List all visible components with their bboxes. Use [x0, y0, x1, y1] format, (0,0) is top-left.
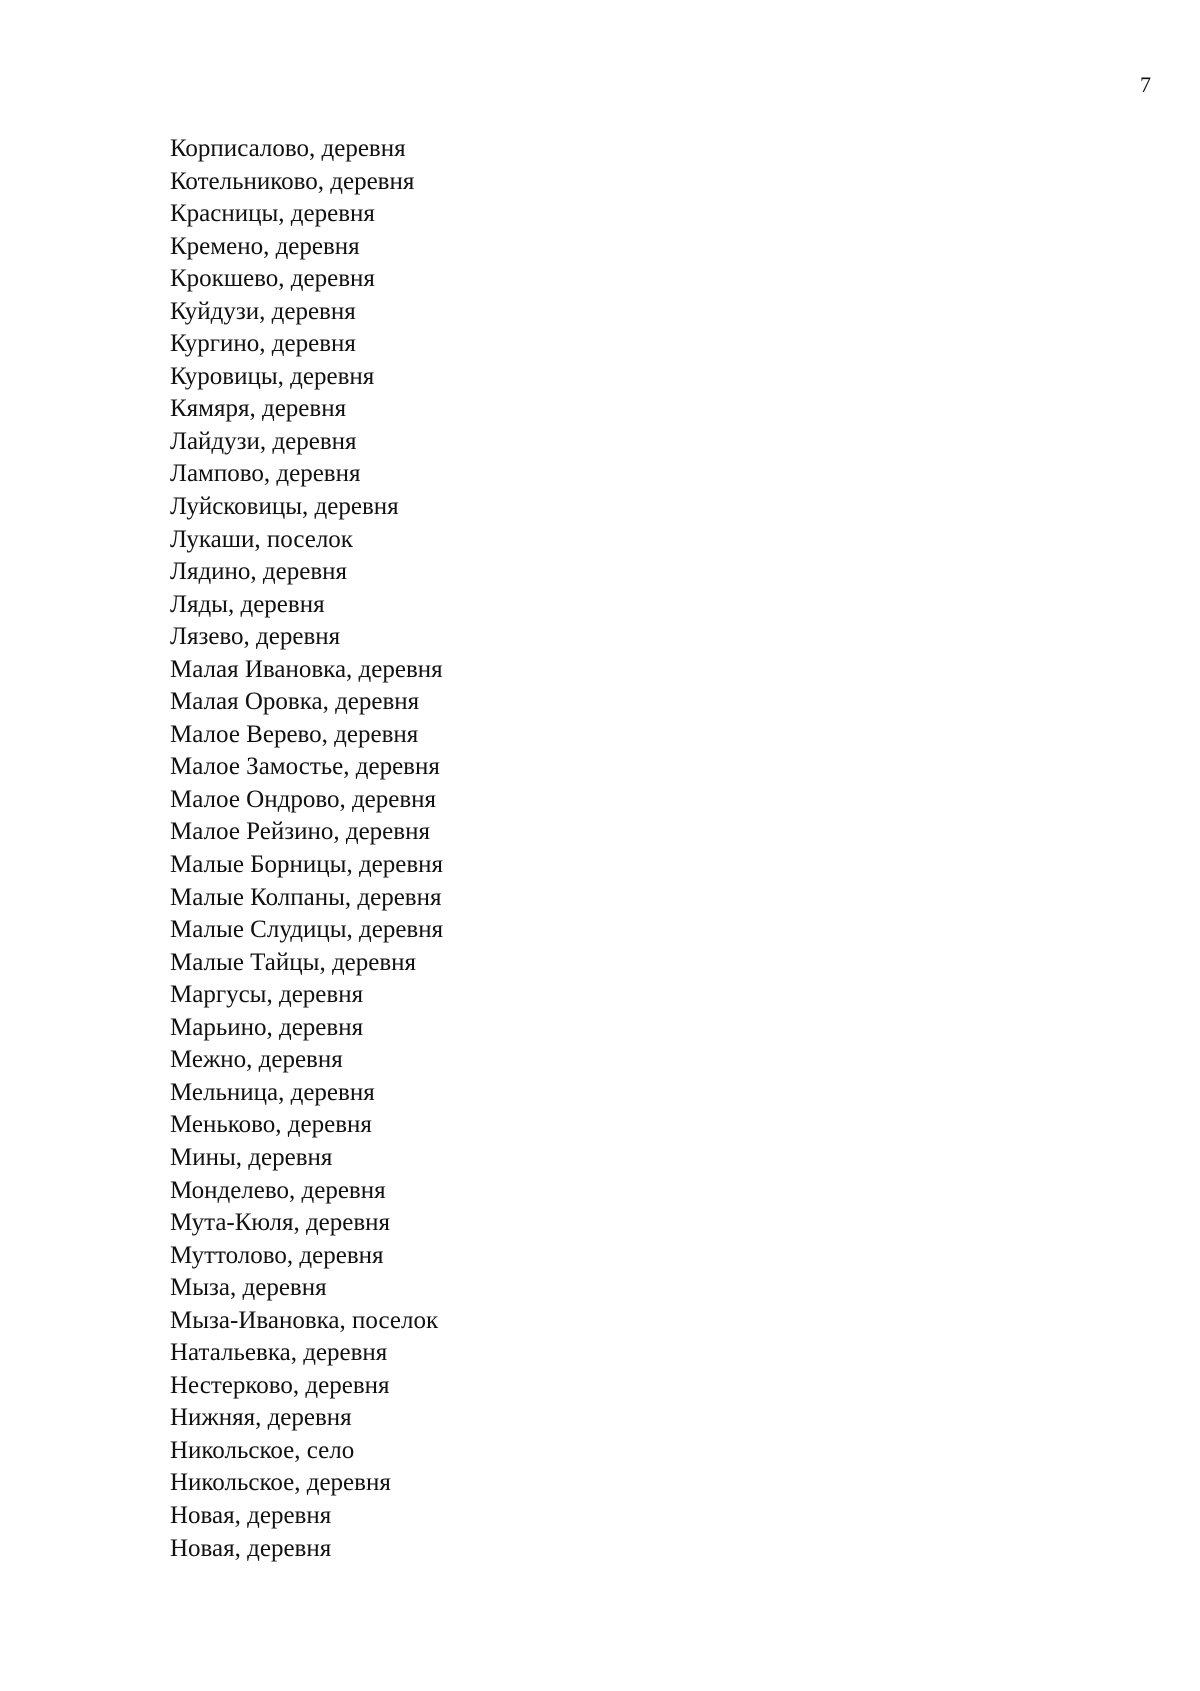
list-item: Мельница, деревня [170, 1078, 375, 1106]
list-item: Луйсковицы, деревня [170, 493, 399, 521]
list-item: Межно, деревня [170, 1046, 343, 1074]
list-item: Марьино, деревня [170, 1013, 364, 1041]
list-item: Куровицы, деревня [170, 362, 375, 390]
list-item: Новая, деревня [170, 1501, 332, 1529]
list-item: Никольское, село [170, 1436, 355, 1464]
list-item: Кургино, деревня [170, 330, 356, 358]
list-item: Малое Верево, деревня [170, 720, 419, 748]
list-item: Малое Рейзино, деревня [170, 818, 430, 846]
list-item: Котельниково, деревня [170, 167, 415, 195]
list-item: Куйдузи, деревня [170, 297, 356, 325]
list-item: Маргусы, деревня [170, 981, 364, 1009]
list-item: Малая Ивановка, деревня [170, 655, 443, 683]
list-item: Кямяря, деревня [170, 395, 347, 423]
list-item: Малые Колпаны, деревня [170, 883, 442, 911]
list-item: Малое Замостье, деревня [170, 753, 440, 781]
list-item: Малые Слудицы, деревня [170, 916, 444, 944]
list-item: Меньково, деревня [170, 1111, 372, 1139]
list-item: Кремено, деревня [170, 232, 360, 260]
list-item: Никольское, деревня [170, 1469, 391, 1497]
list-item: Лядино, деревня [170, 558, 348, 586]
list-item: Новая, деревня [170, 1534, 332, 1562]
list-item: Муттолово, деревня [170, 1241, 384, 1269]
list-item: Мыза-Ивановка, поселок [170, 1306, 439, 1334]
list-item: Лампово, деревня [170, 460, 361, 488]
list-item: Малая Оровка, деревня [170, 688, 420, 716]
list-item: Лязево, деревня [170, 623, 341, 651]
list-item: Ляды, деревня [170, 590, 325, 618]
list-item: Нестерково, деревня [170, 1371, 390, 1399]
list-item: Мыза, деревня [170, 1274, 327, 1302]
list-item: Малое Ондрово, деревня [170, 785, 437, 813]
list-item: Лайдузи, деревня [170, 427, 357, 455]
page-number: 7 [1140, 72, 1151, 97]
list-item: Крокшево, деревня [170, 265, 375, 293]
list-item: Корписалово, деревня [170, 135, 406, 162]
list-item: Малые Тайцы, деревня [170, 948, 417, 976]
list-item: Красницы, деревня [170, 200, 375, 228]
list-item: Монделево, деревня [170, 1176, 386, 1204]
settlement-list [170, 133, 443, 1565]
list-item: Малые Борницы, деревня [170, 851, 444, 879]
list-item: Нижняя, деревня [170, 1404, 352, 1432]
list-item: Мута-Кюля, деревня [170, 1209, 391, 1237]
list-item: Мины, деревня [170, 1143, 333, 1171]
list-item: Лукаши, поселок [170, 525, 353, 553]
list-item: Натальевка, деревня [170, 1339, 388, 1367]
